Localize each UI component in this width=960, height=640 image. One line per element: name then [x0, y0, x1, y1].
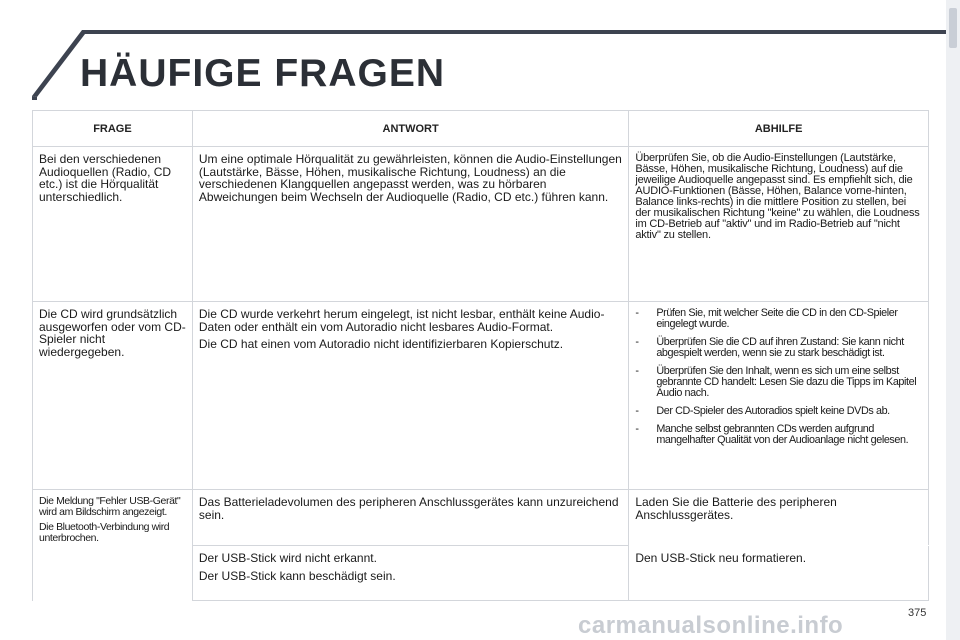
antwort-text: Der USB-Stick wird nicht erkannt.	[198, 551, 377, 565]
antwort-text: Um eine optimale Hörqualität zu gewährleisten, können die Audio-Einstellungen (Lautstärke, Bässe, Höhen, musikalische Richtung, Loudness) an die verschiedenen Klangquellen angepasst werden, was zu hörbaren Abweichungen beim Wechseln der Audioquelle (Radio, CD etc.) führen kann.	[198, 152, 622, 204]
dash-marker: -	[635, 336, 639, 348]
page-number: 375	[908, 607, 927, 619]
frage-text: Die CD wird grundsätzlich ausgeworfen oder vom CD-Spieler nicht wiedergegeben.	[39, 307, 186, 359]
antwort-cell	[192, 147, 628, 302]
dash-marker: -	[635, 405, 639, 417]
frage-cell	[33, 147, 193, 302]
list-item-text: Manche selbst gebrannten CDs werden aufgrund mangelhafter Qualität von der Audioanlage nicht gelesen.	[656, 423, 909, 446]
antwort-cell	[192, 546, 628, 601]
dash-marker: -	[635, 423, 639, 435]
page-title: HÄUFIGE FRAGEN	[80, 52, 445, 95]
antwort-text: Der USB-Stick kann beschädigt sein.	[198, 568, 396, 583]
antwort-cell	[192, 302, 628, 490]
table-row	[33, 147, 929, 302]
dash-marker: -	[635, 307, 639, 319]
list-item	[635, 424, 922, 446]
antwort-text: Die CD hat einen vom Autoradio nicht identifizierbaren Kopierschutz.	[198, 337, 564, 351]
abhilfe-cell	[629, 302, 929, 490]
table-row	[33, 490, 929, 546]
frage-cell	[33, 490, 193, 601]
list-item	[635, 337, 922, 359]
dash-marker: -	[635, 365, 639, 377]
abhilfe-text: Laden Sie die Batterie des peripheren Anschlussgerätes.	[635, 495, 837, 522]
list-item-text: Überprüfen Sie die CD auf ihren Zustand: Sie kann nicht abgespielt werden, wenn sie zu stark beschädigt ist.	[656, 336, 904, 359]
frage-text: Bei den verschiedenen Audioquellen (Radio, CD etc.) ist die Hörqualität unterschiedlich.	[39, 152, 172, 204]
frage-text: Die Bluetooth-Verbindung wird unterbrochen.	[39, 521, 170, 544]
column-header-antwort: ANTWORT	[192, 111, 628, 147]
page-edge-tab	[949, 8, 957, 48]
abhilfe-cell	[629, 546, 929, 601]
list-item-text: Der CD-Spieler des Autoradios spielt keine DVDs ab.	[656, 405, 890, 417]
antwort-text: Das Batterieladevolumen des peripheren Anschlussgerätes kann unzureichend sein.	[198, 495, 619, 522]
list-item	[635, 406, 922, 417]
abhilfe-cell	[629, 490, 929, 546]
column-header-abhilfe: ABHILFE	[629, 111, 929, 147]
faq-table	[32, 110, 929, 601]
antwort-cell	[192, 490, 628, 546]
list-item-text: Überprüfen Sie den Inhalt, wenn es sich um eine selbst gebrannte CD handelt: Lesen Sie dazu die Tipps im Kapitel Audio nach.	[656, 365, 917, 399]
list-item-text: Prüfen Sie, mit welcher Seite die CD in den CD-Spieler eingelegt wurde.	[656, 307, 898, 330]
list-item	[635, 366, 922, 399]
abhilfe-list	[635, 308, 922, 446]
table-row	[33, 302, 929, 490]
frage-text: Die Meldung "Fehler USB-Gerät" wird am Bildschirm angezeigt.	[39, 495, 181, 518]
antwort-text: Die CD wurde verkehrt herum eingelegt, ist nicht lesbar, enthält keine Audio-Daten oder enthält ein vom Autoradio nicht lesbares Audio-Format.	[198, 307, 605, 334]
page-header	[0, 0, 946, 110]
column-header-frage: FRAGE	[33, 111, 193, 147]
page-edge-strip	[946, 0, 960, 640]
watermark-text: carmanualsonline.info	[578, 612, 844, 639]
table-header-row	[33, 111, 929, 147]
abhilfe-text: Überprüfen Sie, ob die Audio-Einstellungen (Lautstärke, Bässe, Höhen, musikalische Richtung, Loudness) auf die jeweilige Audioquelle angepasst sind. Es empfiehlt sich, die AUDIO-Funktionen (Bässe, Höhen, Balance vorne-hinten, Balance links-rechts) in die mittlere Position zu stellen, bei der musikalischen Richtung "keine" zu wählen, die Loudness im CD-Betrieb auf "aktiv" und im Radio-Betrieb auf "nicht aktiv" zu stellen.	[635, 152, 920, 241]
abhilfe-cell	[629, 147, 929, 302]
list-item	[635, 308, 922, 330]
abhilfe-text: Den USB-Stick neu formatieren.	[635, 551, 807, 565]
frage-cell	[33, 302, 193, 490]
